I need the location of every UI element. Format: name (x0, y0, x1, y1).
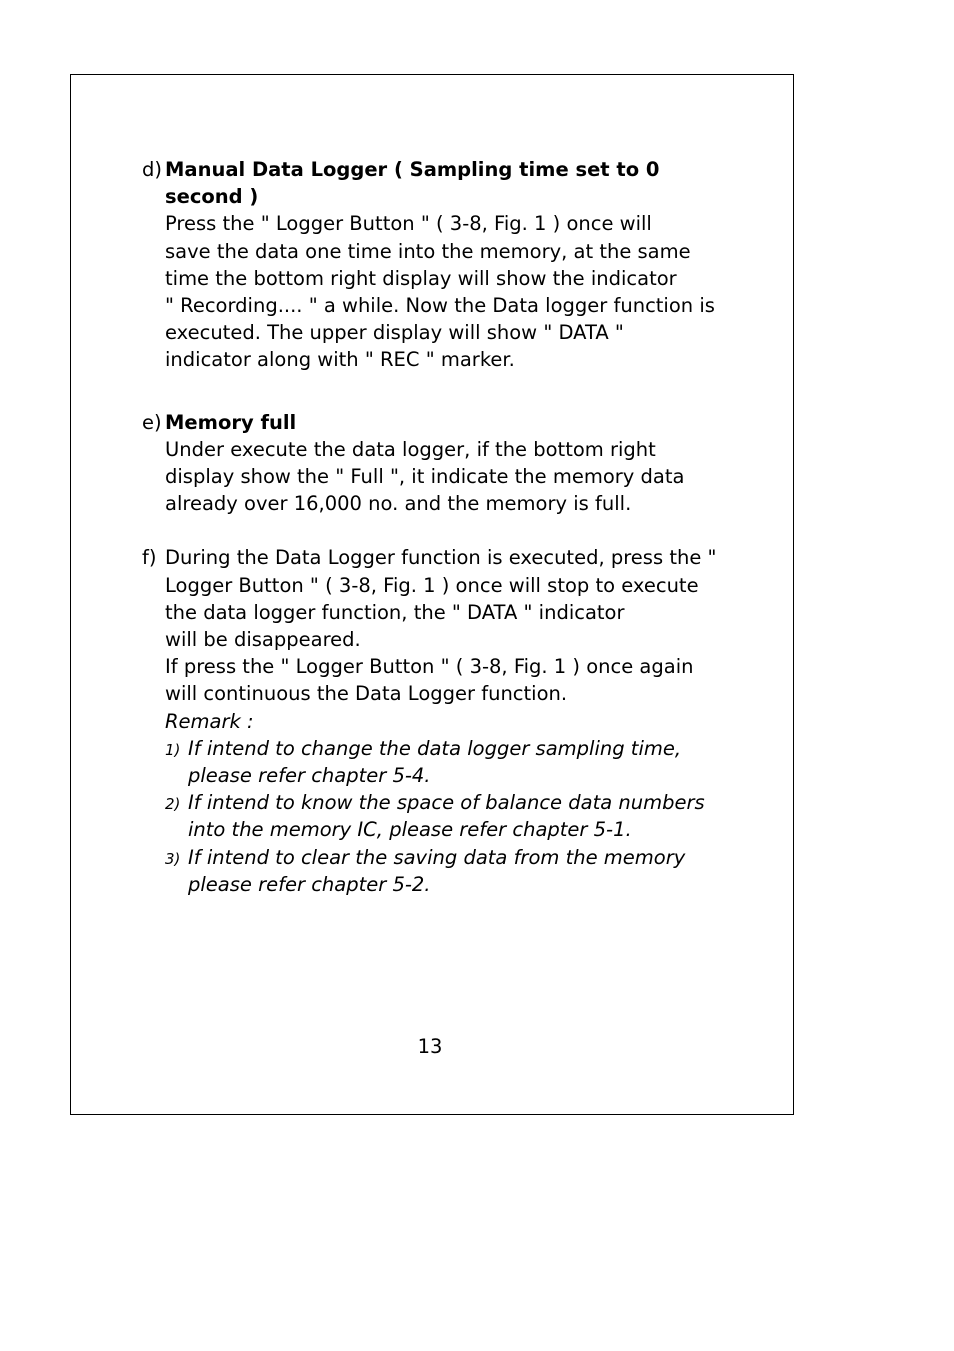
remark-line: If intend to change the data logger sampling time, (188, 736, 682, 760)
section-e-body-line: display show the " Full ", it indicate the memory data (165, 465, 685, 489)
section-f-body-line: If press the " Logger Button " ( 3-8, Fig. 1 ) once again (165, 655, 694, 679)
section-f-body-line: will be disappeared. (165, 628, 361, 652)
section-d (142, 156, 742, 374)
section-d-body-line: time the bottom right display will show the indicator (165, 266, 677, 290)
remark-line: please refer chapter 5-2. (188, 872, 431, 896)
section-f-body-line: Logger Button " ( 3-8, Fig. 1 ) once will stop to execute (165, 573, 699, 597)
section-d-body-line: indicator along with " REC " marker. (165, 348, 515, 372)
remark-line: please refer chapter 5-4. (188, 764, 431, 788)
remark-label: Remark : (165, 709, 254, 733)
remark-number: 2) (165, 795, 181, 814)
remark-item-2 (165, 789, 742, 843)
spacer (142, 401, 742, 409)
page-number: 13 (417, 1035, 443, 1058)
section-d-title-line-1: Manual Data Logger ( Sampling time set to 0 (165, 158, 660, 181)
section-e-title: Memory full (165, 410, 297, 434)
remark-number: 3) (165, 849, 181, 868)
section-d-title-line-2: second ) (165, 185, 259, 209)
section-e-body-line: Under execute the data logger, if the bottom right (165, 437, 656, 461)
section-f-body-line: the data logger function, the " DATA " indicator (165, 600, 625, 624)
section-d-body-line: save the data one time into the memory, at the same (165, 239, 691, 263)
remark-number: 1) (165, 740, 181, 759)
remark-item-3 (165, 844, 742, 898)
spacer (142, 517, 742, 544)
section-f-marker: f) (142, 546, 157, 570)
section-d-body-line: Press the " Logger Button " ( 3-8, Fig. 1 ) once will (165, 212, 652, 236)
section-f-body-line: will continuous the Data Logger function. (165, 682, 568, 706)
section-e (142, 409, 742, 518)
section-e-marker: e) (142, 410, 162, 434)
remark-line: into the memory IC, please refer chapter 5-1. (188, 818, 632, 842)
section-e-body-line: already over 16,000 no. and the memory is full. (165, 492, 632, 516)
section-d-body-line: " Recording.... " a while. Now the Data logger function is (165, 294, 715, 318)
section-f (142, 544, 742, 898)
section-d-body-line: executed. The upper display will show " DATA " (165, 321, 624, 345)
section-d-marker: d) (142, 158, 162, 181)
page-content (142, 156, 742, 898)
section-f-body-line: During the Data Logger function is executed, press the " (165, 546, 717, 570)
remark-item-1 (165, 735, 742, 789)
remark-line: If intend to know the space of balance data numbers (188, 791, 705, 815)
remark-line: If intend to clear the saving data from the memory (188, 845, 686, 869)
spacer (142, 374, 742, 401)
